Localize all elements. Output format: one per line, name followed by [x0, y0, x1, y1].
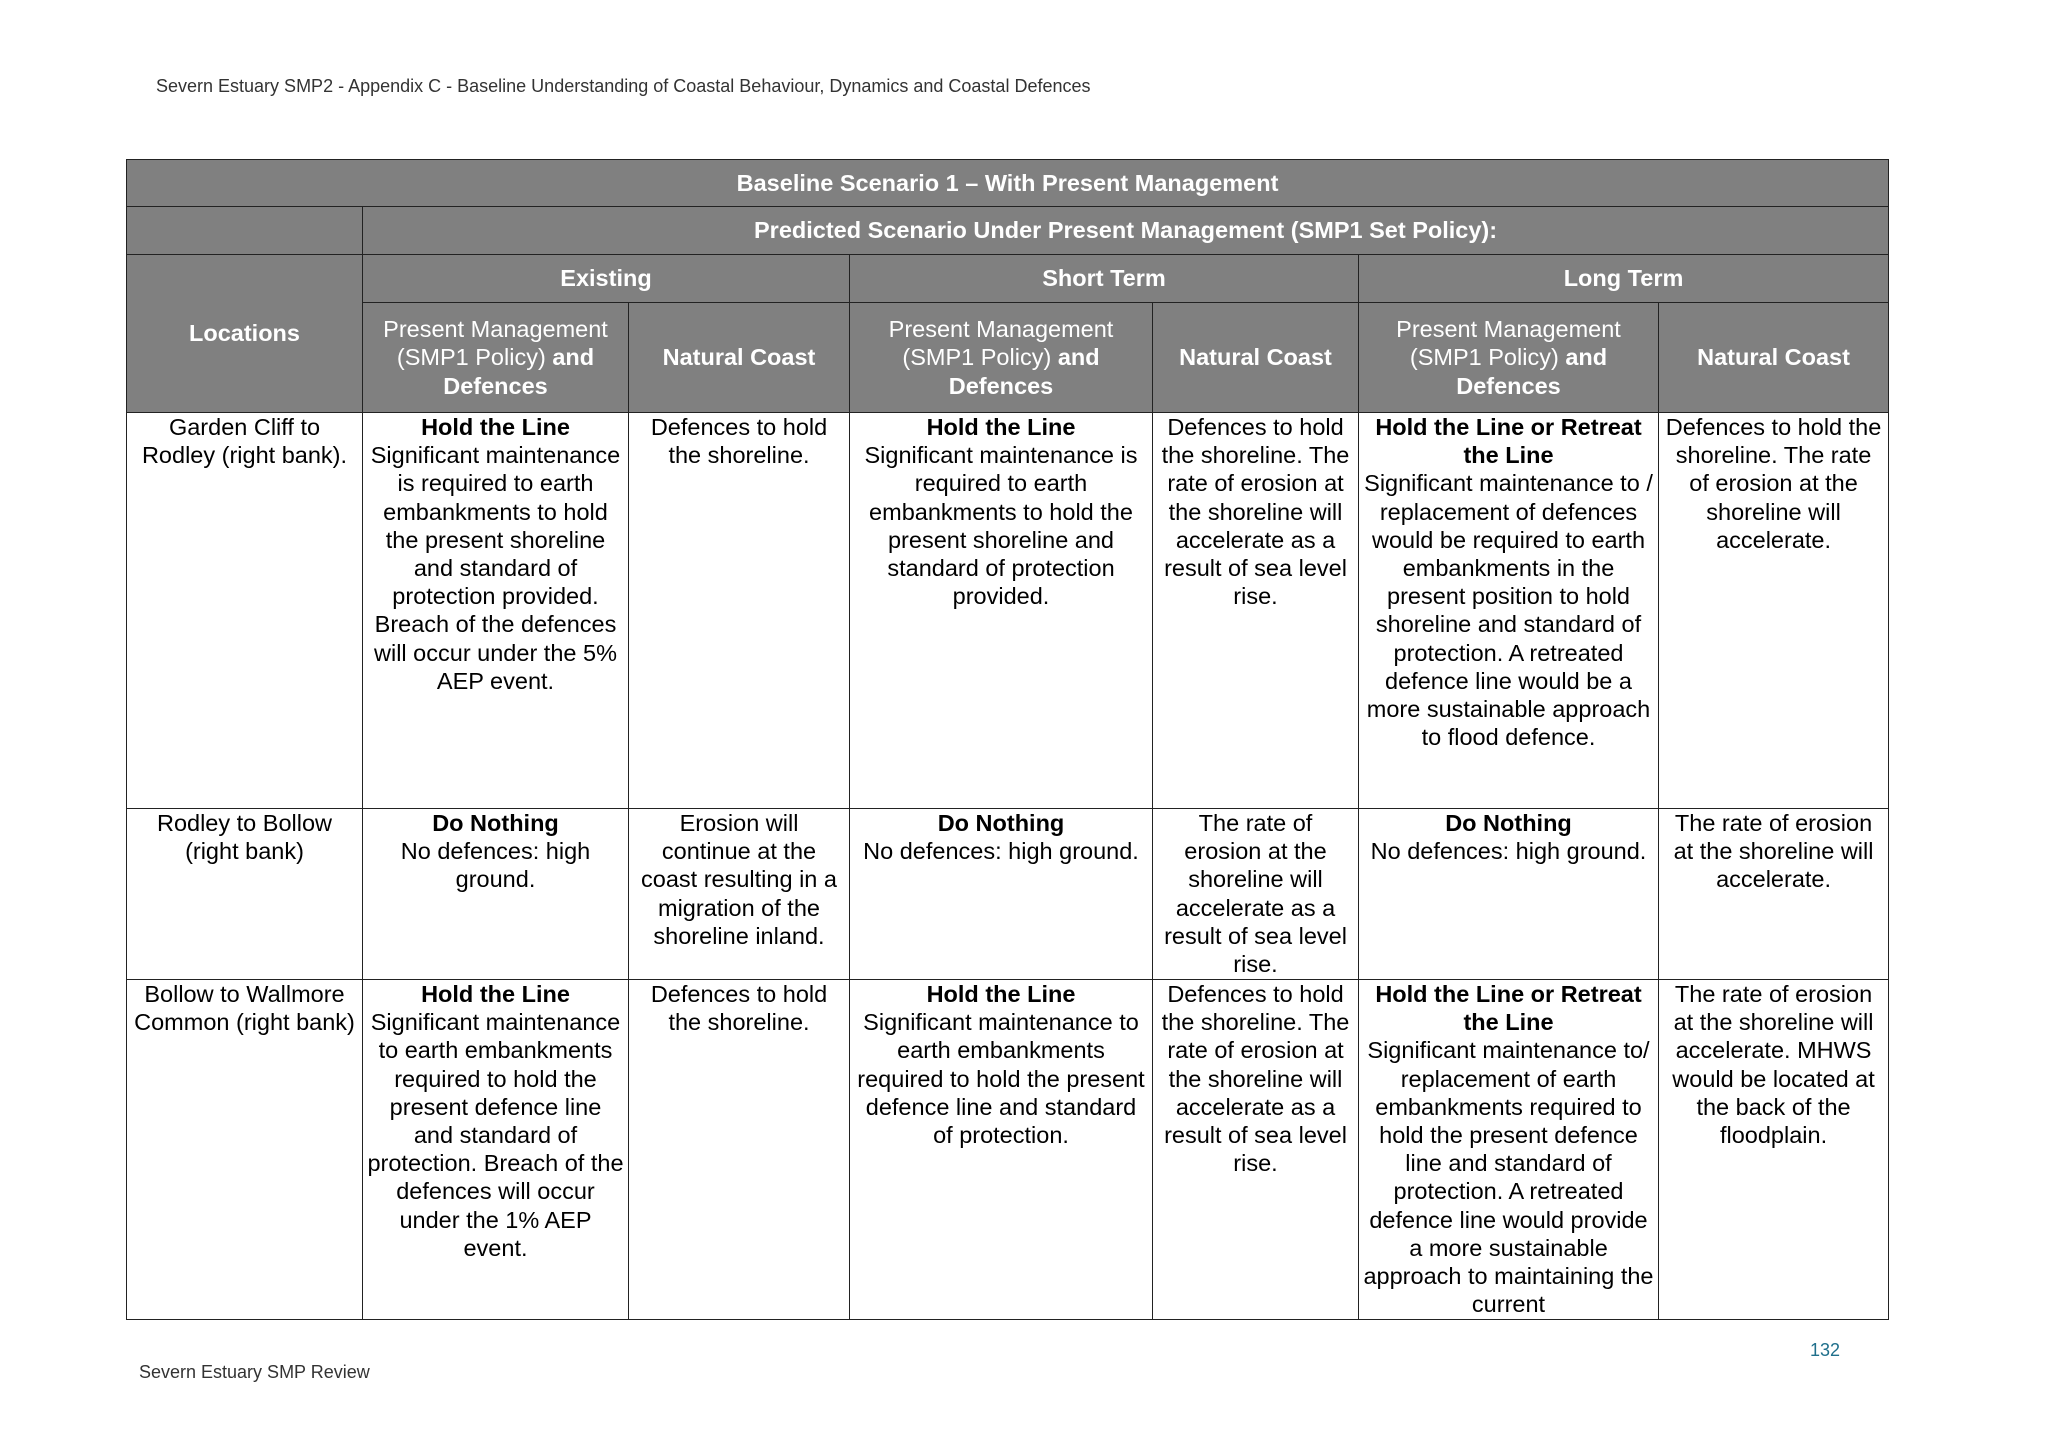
table-row — [127, 809, 1889, 980]
policy-cell — [850, 980, 1153, 1320]
natural-coast-cell — [1659, 980, 1889, 1320]
cell-text: The rate of erosion at the shoreline will accelerate. MHWS would be located at the back of the floodplain. — [1672, 981, 1875, 1149]
cell-text: The rate of erosion at the shoreline will accelerate as a result of sea level rise. — [1164, 810, 1347, 978]
policy-cell — [1359, 980, 1659, 1320]
natural-coast-cell — [629, 413, 850, 809]
location-cell: Garden Cliff to Rodley (right bank). — [127, 413, 363, 809]
policy-label: Do Nothing — [1445, 810, 1572, 836]
natural-coast-cell — [1153, 809, 1359, 980]
policy-label: Hold the Line — [926, 414, 1076, 440]
cell-text: No defences: high ground. — [1370, 838, 1647, 865]
cell-text: Defences to hold the shoreline. — [650, 414, 828, 469]
cell-text: No defences: high ground. — [400, 838, 591, 893]
cell-text: Significant maintenance is required to earth embankments to hold the present shoreline and standard of protection provided. — [864, 442, 1138, 610]
header-present-management: Present Management (SMP1 Policy) and Defences — [1359, 303, 1659, 413]
policy-cell — [363, 413, 629, 809]
location-cell: Rodley to Bollow (right bank) — [127, 809, 363, 980]
header-natural-coast: Natural Coast — [1153, 303, 1359, 413]
header-natural-coast: Natural Coast — [1659, 303, 1889, 413]
blank-header-cell — [127, 207, 363, 255]
page-number: 132 — [1809, 1340, 1840, 1360]
natural-coast-cell — [629, 980, 850, 1320]
policy-cell — [363, 980, 629, 1320]
policy-cell — [1359, 413, 1659, 809]
header-present-management: Present Management (SMP1 Policy) and Defences — [850, 303, 1153, 413]
period-short-term: Short Term — [850, 255, 1359, 303]
table-subtitle: Predicted Scenario Under Present Management (SMP1 Set Policy): — [363, 207, 1889, 255]
baseline-scenario-table — [126, 159, 1889, 1320]
natural-coast-cell — [1153, 980, 1359, 1320]
table-title: Baseline Scenario 1 – With Present Management — [127, 160, 1889, 207]
natural-coast-cell — [1659, 809, 1889, 980]
policy-label: Hold the Line or Retreat the Line — [1375, 981, 1642, 1036]
period-existing: Existing — [363, 255, 850, 303]
location-cell: Bollow to Wallmore Common (right bank) — [127, 980, 363, 1320]
policy-label: Hold the Line — [421, 414, 570, 440]
table-row — [127, 413, 1889, 809]
policy-cell — [850, 809, 1153, 980]
policy-label: Do Nothing — [432, 810, 559, 836]
policy-label: Hold the Line or Retreat the Line — [1375, 414, 1642, 469]
policy-cell — [363, 809, 629, 980]
header-present-management: Present Management (SMP1 Policy) and Defences — [363, 303, 629, 413]
cell-text: Significant maintenance to earth embankments required to hold the present defence line and standard of protection. Breach of the defences will occur under the 1% AEP event. — [367, 1009, 624, 1261]
header-natural-coast: Natural Coast — [629, 303, 850, 413]
page-footer: Severn Estuary SMP Review — [139, 1362, 370, 1382]
cell-text: Significant maintenance to/ replacement of earth embankments required to hold the present defence line and standard of protection. A retreated defence line would provide a more sustainable approach to maintaining the current — [1363, 1037, 1654, 1318]
table-row — [127, 980, 1889, 1320]
locations-header: Locations — [127, 255, 363, 413]
natural-coast-cell — [1153, 413, 1359, 809]
cell-text: Defences to hold the shoreline. The rate of erosion at the shoreline will accelerate. — [1665, 414, 1882, 553]
period-long-term: Long Term — [1359, 255, 1889, 303]
policy-label: Hold the Line — [421, 981, 570, 1007]
cell-text: Significant maintenance is required to earth embankments to hold the present shoreline and standard of protection provided. Breach of the defences will occur under the 5% AEP event. — [370, 442, 621, 694]
cell-text: Defences to hold the shoreline. The rate of erosion at the shoreline will accelerate as a result of sea level rise. — [1161, 414, 1350, 610]
cell-text: The rate of erosion at the shoreline will accelerate. — [1673, 810, 1874, 893]
natural-coast-cell — [629, 809, 850, 980]
cell-text: Significant maintenance to / replacement of defences would be required to earth embankments in the present position to hold shoreline and standard of protection. A retreated defence line would be a more sustainable approach to flood defence. — [1364, 470, 1653, 751]
cell-text: Erosion will continue at the coast resulting in a migration of the shoreline inland. — [641, 810, 837, 949]
policy-cell — [1359, 809, 1659, 980]
policy-label: Do Nothing — [937, 810, 1065, 836]
cell-text: Defences to hold the shoreline. The rate of erosion at the shoreline will accelerate as a result of sea level rise. — [1161, 981, 1350, 1177]
cell-text: Defences to hold the shoreline. — [650, 981, 828, 1036]
natural-coast-cell — [1659, 413, 1889, 809]
policy-label: Hold the Line — [926, 981, 1076, 1007]
page-header: Severn Estuary SMP2 - Appendix C - Baseline Understanding of Coastal Behaviour, Dynamics and Coastal Defences — [156, 76, 1091, 96]
cell-text: Significant maintenance to earth embankments required to hold the present defence line and standard of protection. — [857, 1009, 1145, 1149]
cell-text: No defences: high ground. — [863, 838, 1139, 865]
policy-cell — [850, 413, 1153, 809]
